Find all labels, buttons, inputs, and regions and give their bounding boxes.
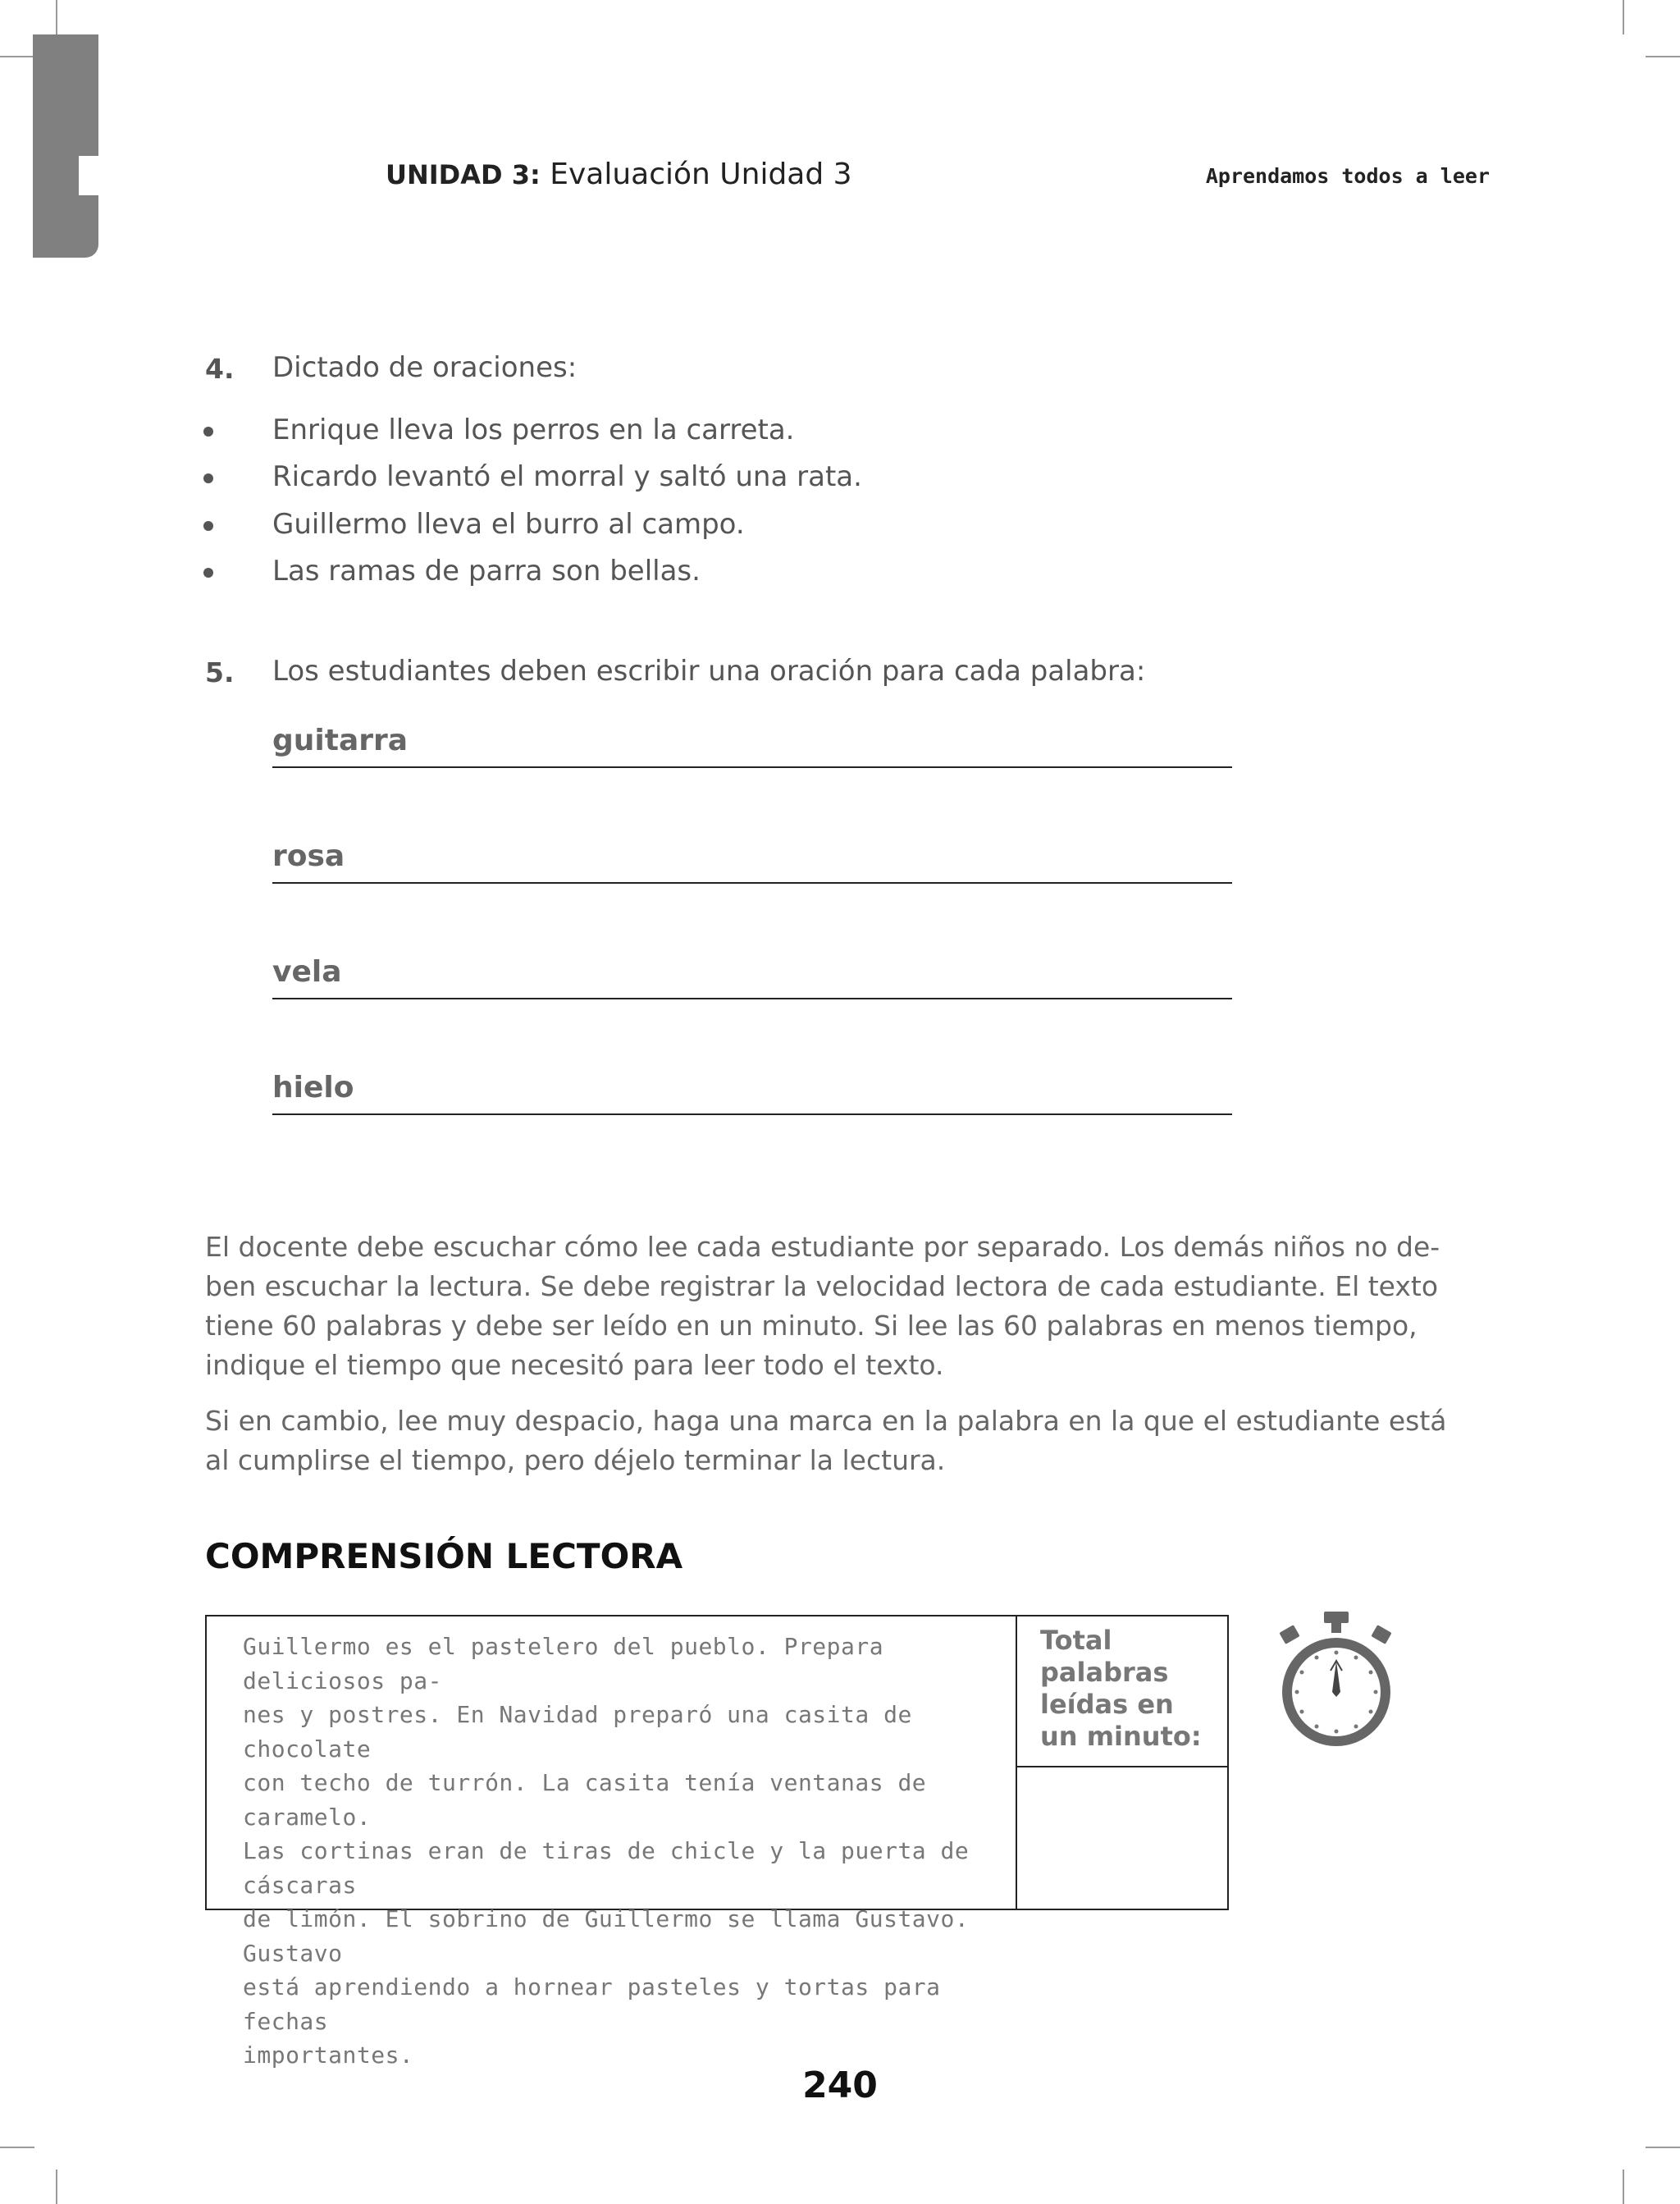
unit-side-tab [33,34,98,258]
dictation-sentence: Ricardo levantó el morral y saltó una rata. [272,460,862,493]
dictation-sentence: Enrique lleva los perros en la carreta. [272,414,795,446]
item-4-title: Dictado de oraciones: [272,351,578,384]
table-divider [1017,1766,1227,1767]
item-4-number: 4. [205,353,235,385]
paragraph-line: ben escuchar la lectura. Se debe registrar la velocidad lectora de cada estudiante. El texto [205,1270,1439,1302]
passage-line: nes y postres. En Navidad preparó una casita de chocolate [243,1701,912,1763]
paragraph-line: Si en cambio, lee muy despacio, haga una marca en la palabra en la que el estudiante está [205,1405,1447,1437]
passage-line: con techo de turrón. La casita tenía ventanas de caramelo. [243,1769,927,1831]
reading-table [205,1615,1229,2069]
sentence-line-guitarra[interactable]: guitarra [272,720,1232,768]
total-words-label [1040,1625,1212,1753]
passage-line: Guillermo es el pastelero del pueblo. Prepara deliciosos pa- [243,1633,884,1694]
unit-side-tab-notch [79,156,98,195]
stopwatch-icon [1270,1610,1401,1758]
crop-mark [56,2170,57,2204]
crop-mark [56,0,57,34]
crop-mark [0,56,34,57]
sentence-line-hielo[interactable]: hielo [272,1068,1232,1115]
reading-passage [207,1616,1017,2069]
crop-mark [1623,2170,1624,2204]
instructions-paragraph-2 [205,1402,1452,1480]
passage-line: está aprendiendo a hornear pasteles y tortas para fechas [243,1973,941,2035]
bullet [203,473,213,483]
crop-mark [1646,56,1680,57]
paragraph-line: indique el tiempo que necesitó para leer todo el texto. [205,1349,944,1381]
bullet [203,427,213,437]
label-line: Total [1040,1625,1112,1656]
passage-line: de limón. El sobrino de Guillermo se llama Gustavo. Gustavo [243,1905,970,1967]
label-line: leídas en [1040,1689,1174,1720]
paragraph-line: tiene 60 palabras y debe ser leído en un minuto. Si lee las 60 palabras en menos tiempo, [205,1310,1418,1342]
crop-mark [0,2147,34,2148]
dictation-sentence: Guillermo lleva el burro al campo. [272,508,745,541]
label-line: palabras [1040,1657,1169,1688]
section-title: COMPRENSIÓN LECTORA [205,1536,683,1576]
instructions-paragraph-1 [205,1228,1452,1385]
crop-mark [1623,0,1624,34]
unit-label: UNIDAD 3: [386,159,541,190]
dictation-sentence: Las ramas de parra son bellas. [272,555,701,588]
sentence-line-vela[interactable]: vela [272,952,1232,999]
paragraph-line: El docente debe escuchar cómo lee cada estudiante por separado. Los demás niños no de- [205,1231,1440,1263]
label-line: un minuto: [1040,1721,1202,1752]
item-5-title: Los estudiantes deben escribir una oración para cada palabra: [272,655,1146,688]
bullet [203,568,213,578]
passage-line: importantes. [243,2042,414,2069]
page-number: 240 [802,2065,878,2106]
crop-mark [1646,2147,1680,2148]
bullet [203,521,213,531]
unit-title: Evaluación Unidad 3 [550,158,852,191]
unit-header [386,158,852,191]
series-title: Aprendamos todos a leer [1205,164,1490,188]
passage-line: Las cortinas eran de tiras de chicle y la puerta de cáscaras [243,1837,970,1899]
sentence-line-rosa[interactable]: rosa [272,836,1232,884]
item-5-number: 5. [205,656,235,688]
paragraph-line: al cumplirse el tiempo, pero déjelo terminar la lectura. [205,1444,946,1476]
